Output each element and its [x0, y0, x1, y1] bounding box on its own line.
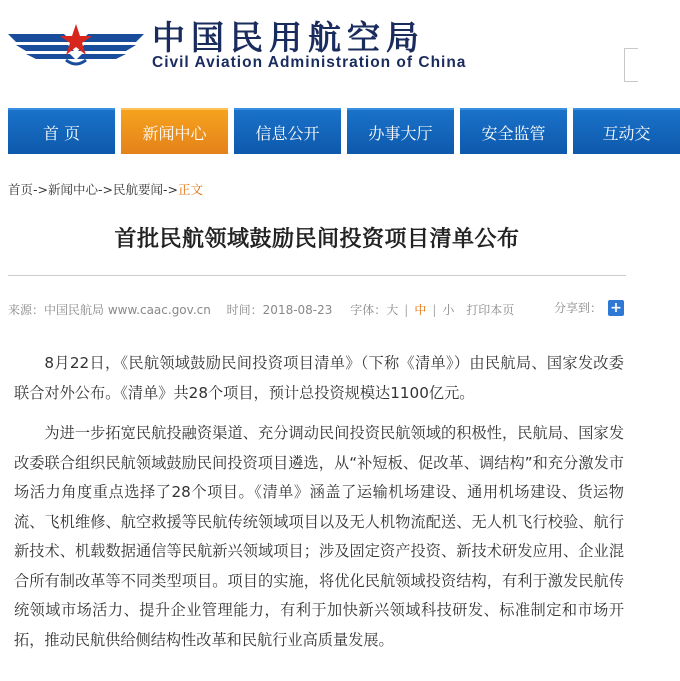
title-divider [8, 275, 626, 276]
article-meta [8, 301, 626, 318]
nav-service-hall[interactable]: 办事大厅 [347, 108, 454, 154]
breadcrumb-separator: -> [33, 182, 48, 197]
breadcrumb-home[interactable]: 首页 [8, 182, 34, 197]
article-paragraph: 8月22日，《民航领域鼓励民间投资项目清单》（下称《清单》）由民航局、国家发改委联合对外公布。《清单》共28个项目，预计总投资规模达1100亿元。 [14, 354, 624, 402]
font-large-button[interactable]: 大 [386, 303, 399, 317]
breadcrumb-separator: -> [98, 182, 113, 197]
site-name-english: Civil Aviation Administration of China [152, 54, 467, 71]
nav-home[interactable]: 首 页 [8, 108, 115, 154]
main-nav [0, 108, 651, 154]
meta-divider: | [404, 303, 409, 317]
article-time: 时间：2018-08-23 [226, 303, 333, 317]
share-plus-icon[interactable]: + [608, 300, 624, 316]
nav-news-center[interactable]: 新闻中心 [121, 108, 228, 154]
nav-safety-supervision[interactable]: 安全监管 [460, 108, 567, 154]
share-label: 分享到： [553, 301, 602, 315]
article-body [14, 349, 624, 666]
breadcrumb-current: 正文 [178, 182, 204, 197]
breadcrumb-separator: -> [163, 182, 178, 197]
article-paragraph: 为进一步拓宽民航投融资渠道、充分调动民间投资民航领域的积极性，民航局、国家发改委联合组织民航领域鼓励民间投资项目遴选，从“补短板、促改革、调结构”和充分激发市场活力角度重点选择了28个项目。《清单》涵盖了运输机场建设、通用机场建设、货运物流、飞机维修、航空救援等民航传统领域项目以及无人机物流配送、无人机飞行校验、航行新技术、机载数据通信等民航新兴领域项目；涉及固定资产投资、新技术研发应用、企业混合所有制改革等不同类型项目。项目的实施，将优化民航领域投资结构，有利于激发民航传统领域市场活力、提升企业管理能力，有利于加快新兴领域科技研发、标准制定和市场开拓，推动民航供给侧结构性改革和民航行业高质量发展。 [14, 424, 624, 649]
print-page-link[interactable]: 打印本页 [466, 303, 515, 317]
nav-information-disclosure[interactable]: 信息公开 [234, 108, 341, 154]
site-name-chinese: 中国民用航空局 [152, 18, 425, 57]
site-header [0, 0, 634, 100]
breadcrumb-news-center[interactable]: 新闻中心 [48, 182, 99, 197]
search-input[interactable] [624, 48, 638, 82]
article-title: 首批民航领域鼓励民间投资项目清单公布 [114, 227, 520, 252]
caac-logo-icon[interactable] [6, 20, 146, 68]
breadcrumb [8, 180, 203, 198]
font-medium-button[interactable]: 中 [414, 303, 427, 317]
breadcrumb-aviation-news[interactable]: 民航要闻 [113, 182, 164, 197]
font-size-label: 字体： [350, 303, 387, 317]
meta-divider: | [432, 303, 437, 317]
share-area [554, 299, 624, 316]
nav-interaction[interactable]: 互动交 [573, 108, 680, 154]
font-small-button[interactable]: 小 [442, 303, 455, 317]
article-source: 来源：中国民航局 www.caac.gov.cn [8, 303, 211, 317]
